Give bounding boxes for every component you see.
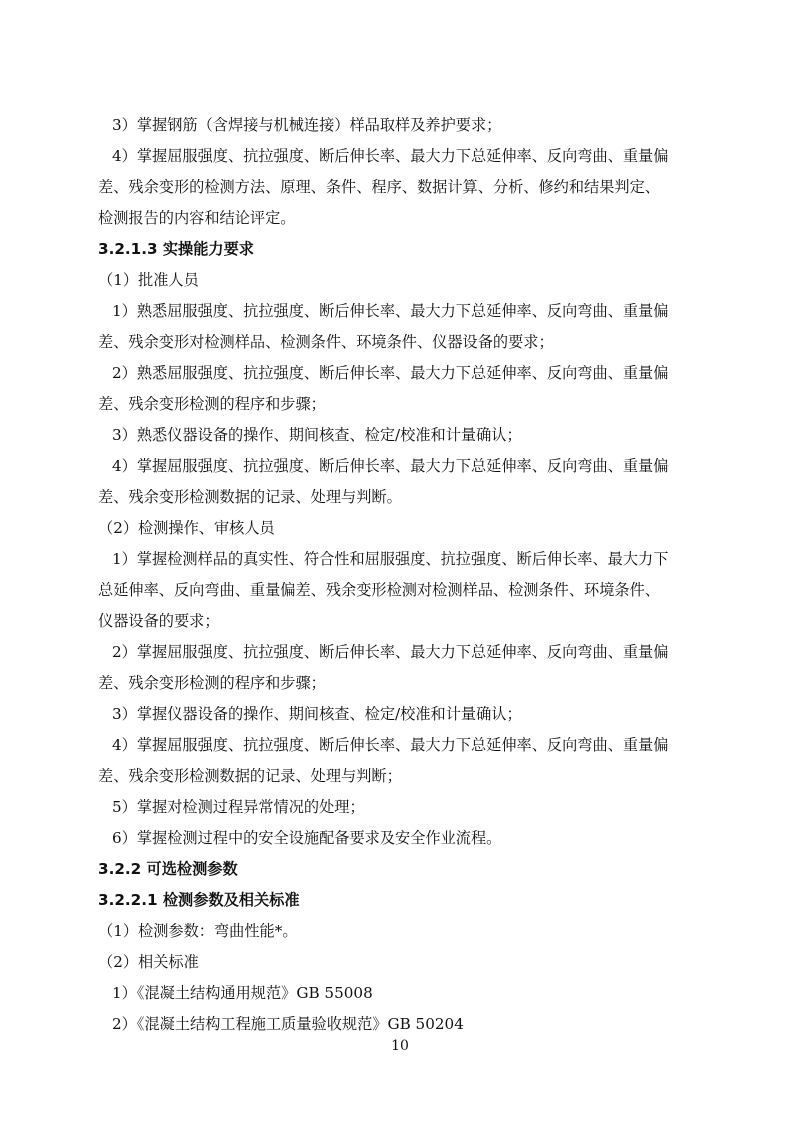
text-line: 3）熟悉仪器设备的操作、期间核查、检定/校准和计量确认； bbox=[112, 426, 522, 444]
text-line: 6）掌握检测过程中的安全设施配备要求及安全作业流程。 bbox=[112, 829, 502, 847]
text-line: 差、残余变形检测数据的记录、处理与判断。 bbox=[98, 488, 402, 506]
text-line: 4）掌握屈服强度、抗拉强度、断后伸长率、最大力下总延伸率、反向弯曲、重量偏 bbox=[112, 457, 669, 475]
text-line: 1）熟悉屈服强度、抗拉强度、断后伸长率、最大力下总延伸率、反向弯曲、重量偏 bbox=[112, 302, 669, 320]
text-line: 仪器设备的要求； bbox=[98, 612, 220, 630]
text-line: 4）掌握屈服强度、抗拉强度、断后伸长率、最大力下总延伸率、反向弯曲、重量偏 bbox=[112, 736, 669, 754]
text-line: 总延伸率、反向弯曲、重量偏差、残余变形检测对检测样品、检测条件、环境条件、 bbox=[98, 581, 660, 599]
text-line: 2）熟悉屈服强度、抗拉强度、断后伸长率、最大力下总延伸率、反向弯曲、重量偏 bbox=[112, 364, 669, 382]
text-line: 差、残余变形检测的程序和步骤； bbox=[98, 395, 326, 413]
text-line: 差、残余变形检测数据的记录、处理与判断； bbox=[98, 767, 402, 785]
text-line: 差、残余变形对检测样品、检测条件、环境条件、仪器设备的要求； bbox=[98, 333, 554, 351]
text-line: （1）批准人员 bbox=[98, 271, 199, 289]
text-line: （1）检测参数：弯曲性能*。 bbox=[98, 922, 298, 940]
text-line: 检测报告的内容和结论评定。 bbox=[98, 209, 296, 227]
text-line: 3）掌握钢筋（含焊接与机械连接）样品取样及养护要求； bbox=[112, 116, 502, 134]
text-line: 5）掌握对检测过程异常情况的处理； bbox=[112, 798, 365, 816]
text-line: 3）掌握仪器设备的操作、期间核查、检定/校准和计量确认； bbox=[112, 705, 522, 723]
text-line: 4）掌握屈服强度、抗拉强度、断后伸长率、最大力下总延伸率、反向弯曲、重量偏 bbox=[112, 147, 669, 165]
text-line: 差、残余变形检测的程序和步骤； bbox=[98, 674, 326, 692]
text-line: 差、残余变形的检测方法、原理、条件、程序、数据计算、分析、修约和结果判定、 bbox=[98, 178, 660, 196]
text-line: 1）掌握检测样品的真实性、符合性和屈服强度、抗拉强度、断后伸长率、最大力下 bbox=[112, 550, 669, 568]
document-body bbox=[98, 110, 710, 1040]
text-line: 2）《混凝土结构工程施工质量验收规范》GB 50204 bbox=[112, 1015, 464, 1033]
text-line: （2）检测操作、审核人员 bbox=[98, 519, 275, 537]
section-heading: 3.2.1.3 实操能力要求 bbox=[98, 240, 254, 258]
text-line: 2）掌握屈服强度、抗拉强度、断后伸长率、最大力下总延伸率、反向弯曲、重量偏 bbox=[112, 643, 669, 661]
text-line: 1）《混凝土结构通用规范》GB 55008 bbox=[112, 984, 373, 1002]
section-heading: 3.2.2.1 检测参数及相关标准 bbox=[98, 891, 300, 909]
text-line: （2）相关标准 bbox=[98, 953, 199, 971]
section-heading: 3.2.2 可选检测参数 bbox=[98, 860, 238, 878]
page-number: 10 bbox=[391, 1038, 409, 1054]
